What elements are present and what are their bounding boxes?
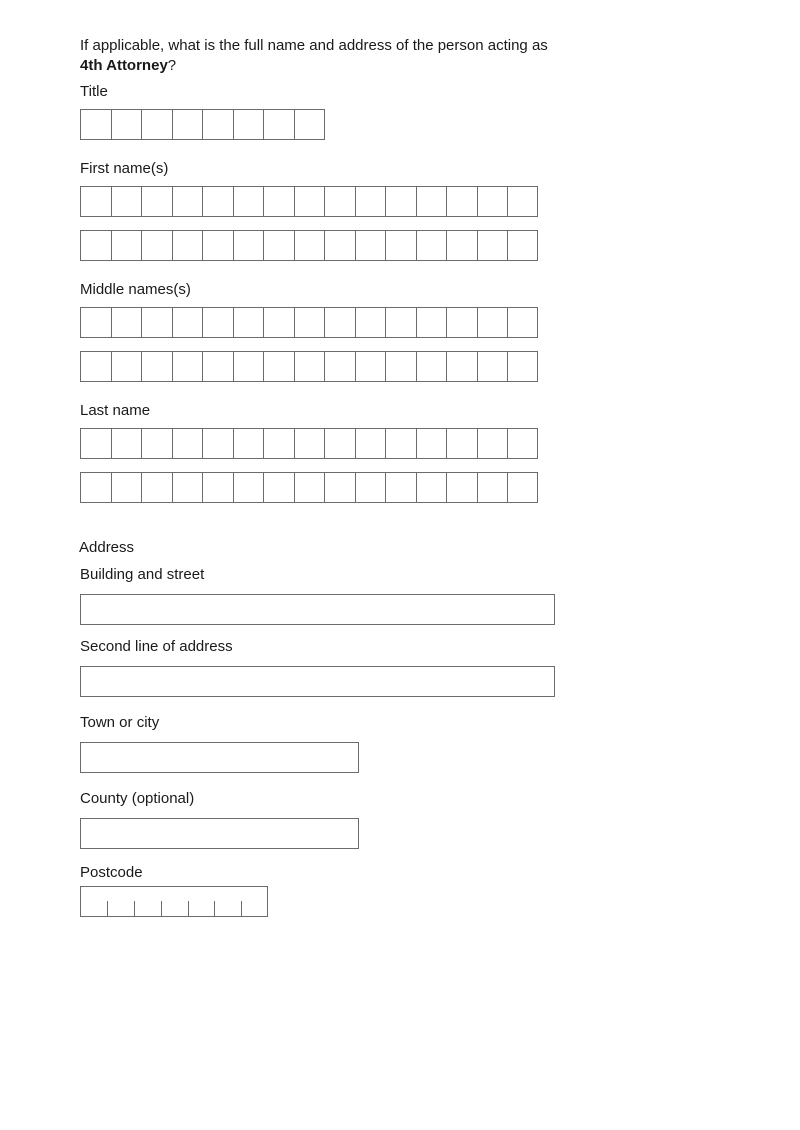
character-box[interactable]: [234, 187, 265, 216]
question-suffix: ?: [167, 57, 177, 74]
character-box[interactable]: [508, 187, 539, 216]
character-box[interactable]: [173, 308, 204, 337]
character-box[interactable]: [356, 187, 387, 216]
second-line-label: Second line of address: [80, 638, 233, 655]
character-box[interactable]: [112, 187, 143, 216]
character-box[interactable]: [447, 473, 478, 502]
character-box[interactable]: [173, 429, 204, 458]
last-name-boxes-row-1[interactable]: [80, 428, 538, 459]
character-box[interactable]: [356, 231, 387, 260]
character-box[interactable]: [112, 110, 143, 139]
postcode-divider: [241, 901, 242, 916]
character-box[interactable]: [81, 110, 112, 139]
character-box[interactable]: [142, 231, 173, 260]
character-box[interactable]: [81, 352, 112, 381]
character-box[interactable]: [142, 110, 173, 139]
character-box[interactable]: [264, 473, 295, 502]
character-box[interactable]: [386, 308, 417, 337]
character-box[interactable]: [478, 352, 509, 381]
character-box[interactable]: [325, 352, 356, 381]
character-box[interactable]: [417, 308, 448, 337]
first-names-boxes-row-1[interactable]: [80, 186, 538, 217]
character-box[interactable]: [203, 473, 234, 502]
town-city-label: Town or city: [80, 714, 160, 731]
character-box[interactable]: [264, 352, 295, 381]
character-box[interactable]: [417, 429, 448, 458]
character-box[interactable]: [325, 473, 356, 502]
second-line-field[interactable]: [80, 666, 555, 697]
postcode-divider: [214, 901, 215, 916]
character-box[interactable]: [264, 231, 295, 260]
character-box[interactable]: [264, 187, 295, 216]
character-box[interactable]: [325, 429, 356, 458]
character-box[interactable]: [142, 429, 173, 458]
character-box[interactable]: [203, 352, 234, 381]
last-name-label: Last name: [80, 402, 151, 419]
character-box[interactable]: [81, 473, 112, 502]
character-box[interactable]: [142, 187, 173, 216]
character-box[interactable]: [417, 473, 448, 502]
address-heading: Address: [79, 539, 135, 556]
county-label: County (optional): [80, 790, 195, 807]
character-box[interactable]: [447, 308, 478, 337]
character-box[interactable]: [447, 187, 478, 216]
character-box[interactable]: [173, 473, 204, 502]
question-text: [80, 36, 548, 76]
character-box[interactable]: [142, 308, 173, 337]
character-box[interactable]: [173, 231, 204, 260]
character-box[interactable]: [417, 187, 448, 216]
character-box[interactable]: [203, 231, 234, 260]
character-box[interactable]: [234, 110, 265, 139]
character-box[interactable]: [112, 308, 143, 337]
title-label: Title: [80, 83, 108, 100]
character-box[interactable]: [295, 231, 326, 260]
character-box[interactable]: [142, 473, 173, 502]
character-box[interactable]: [478, 187, 509, 216]
character-box[interactable]: [203, 308, 234, 337]
question-prefix: If applicable, what is the full name and address of the person acting as: [80, 37, 548, 54]
character-box[interactable]: [295, 352, 326, 381]
character-box[interactable]: [417, 231, 448, 260]
postcode-label: Postcode: [80, 864, 143, 881]
character-box[interactable]: [264, 429, 295, 458]
character-box[interactable]: [356, 352, 387, 381]
character-box[interactable]: [417, 352, 448, 381]
character-box[interactable]: [234, 429, 265, 458]
character-box[interactable]: [234, 473, 265, 502]
character-box[interactable]: [508, 473, 539, 502]
postcode-divider: [107, 901, 108, 916]
first-names-label: First name(s): [80, 160, 169, 177]
character-box[interactable]: [295, 473, 326, 502]
title-boxes[interactable]: [80, 109, 325, 140]
middle-names-boxes-row-2[interactable]: [80, 351, 538, 382]
building-street-field[interactable]: [80, 594, 555, 625]
character-box[interactable]: [386, 352, 417, 381]
character-box[interactable]: [81, 187, 112, 216]
character-box[interactable]: [386, 231, 417, 260]
middle-names-boxes-row-1[interactable]: [80, 307, 538, 338]
character-box[interactable]: [81, 231, 112, 260]
character-box[interactable]: [478, 429, 509, 458]
character-box[interactable]: [508, 231, 539, 260]
postcode-divider: [161, 901, 162, 916]
county-field[interactable]: [80, 818, 359, 849]
character-box[interactable]: [264, 110, 295, 139]
character-box[interactable]: [325, 231, 356, 260]
character-box[interactable]: [203, 110, 234, 139]
postcode-divider: [188, 901, 189, 916]
character-box[interactable]: [356, 473, 387, 502]
first-names-boxes-row-2[interactable]: [80, 230, 538, 261]
character-box[interactable]: [447, 231, 478, 260]
character-box[interactable]: [142, 352, 173, 381]
character-box[interactable]: [478, 231, 509, 260]
character-box[interactable]: [478, 308, 509, 337]
character-box[interactable]: [386, 429, 417, 458]
character-box[interactable]: [356, 429, 387, 458]
character-box[interactable]: [325, 187, 356, 216]
character-box[interactable]: [295, 308, 326, 337]
question-emphasis: 4th Attorney: [80, 57, 168, 74]
character-box[interactable]: [478, 473, 509, 502]
building-street-label: Building and street: [80, 566, 205, 583]
character-box[interactable]: [81, 308, 112, 337]
middle-names-label: Middle names(s): [80, 281, 191, 298]
character-box[interactable]: [508, 352, 539, 381]
character-box[interactable]: [508, 429, 539, 458]
character-box[interactable]: [447, 429, 478, 458]
character-box[interactable]: [112, 473, 143, 502]
character-box[interactable]: [173, 352, 204, 381]
character-box[interactable]: [112, 352, 143, 381]
postcode-field[interactable]: [80, 886, 268, 917]
postcode-divider: [134, 901, 135, 916]
character-box[interactable]: [356, 308, 387, 337]
character-box[interactable]: [295, 429, 326, 458]
last-name-boxes-row-2[interactable]: [80, 472, 538, 503]
character-box[interactable]: [203, 187, 234, 216]
character-box[interactable]: [264, 308, 295, 337]
character-box[interactable]: [112, 231, 143, 260]
character-box[interactable]: [173, 187, 204, 216]
character-box[interactable]: [234, 231, 265, 260]
character-box[interactable]: [508, 308, 539, 337]
town-city-field[interactable]: [80, 742, 359, 773]
character-box[interactable]: [386, 187, 417, 216]
character-box[interactable]: [81, 429, 112, 458]
character-box[interactable]: [234, 308, 265, 337]
character-box[interactable]: [295, 110, 326, 139]
character-box[interactable]: [325, 308, 356, 337]
character-box[interactable]: [112, 429, 143, 458]
character-box[interactable]: [234, 352, 265, 381]
character-box[interactable]: [203, 429, 234, 458]
character-box[interactable]: [447, 352, 478, 381]
character-box[interactable]: [173, 110, 204, 139]
character-box[interactable]: [386, 473, 417, 502]
character-box[interactable]: [295, 187, 326, 216]
